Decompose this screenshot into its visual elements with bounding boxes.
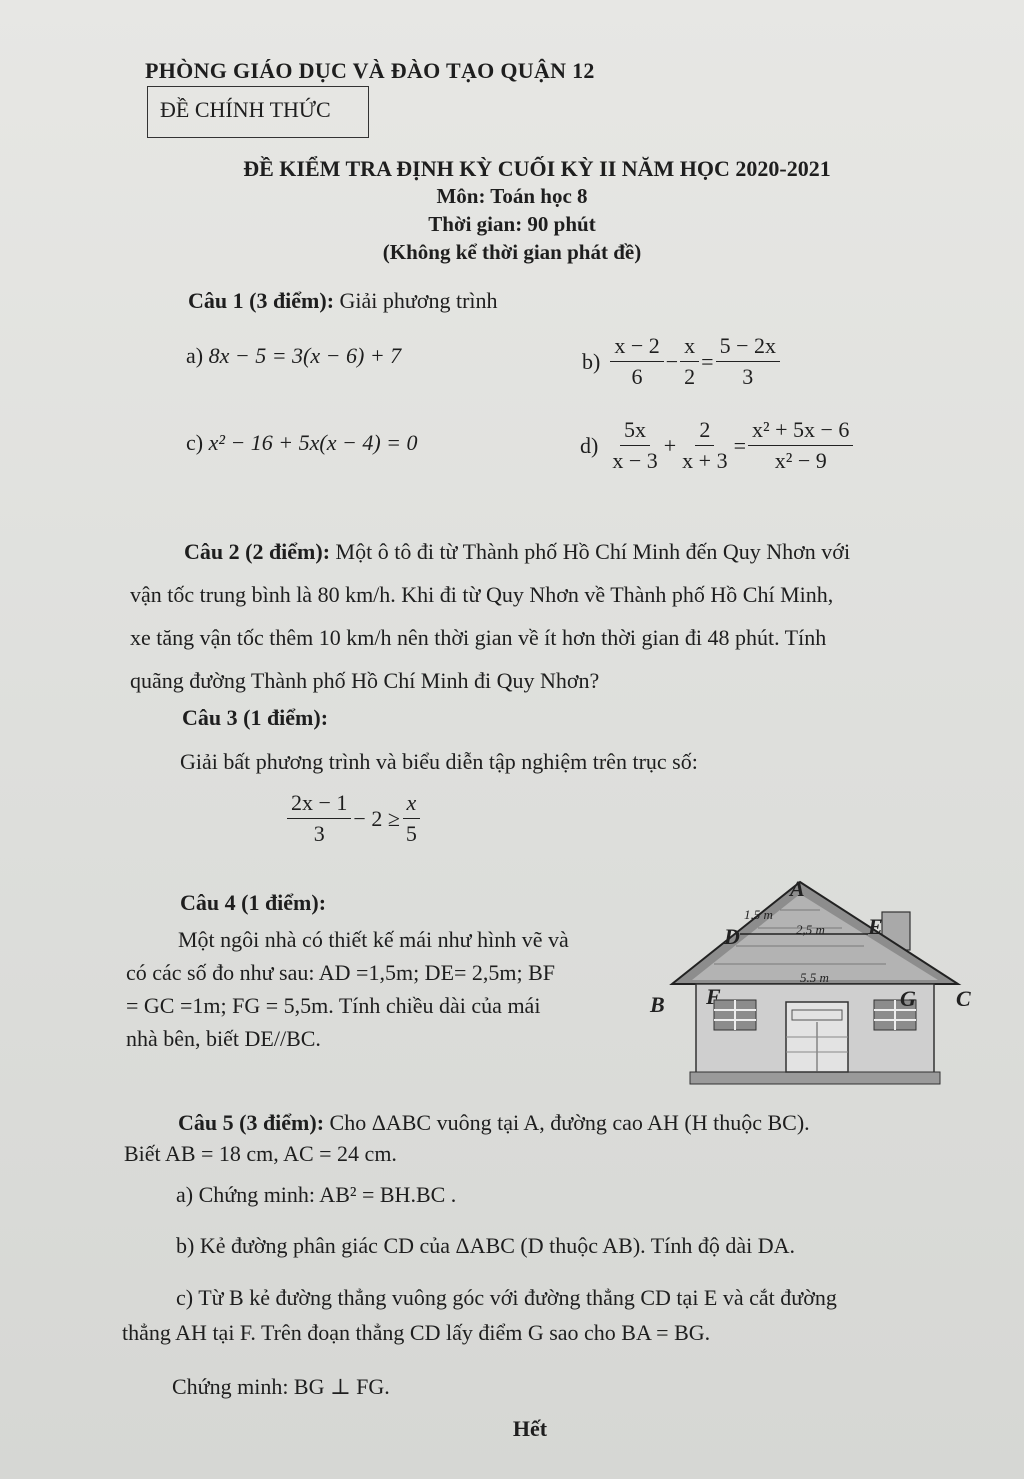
q4-line-3: = GC =1m; FG = 5,5m. Tính chiều dài của mái — [126, 993, 541, 1018]
q1-b-f1-num: x − 2 — [610, 333, 663, 362]
q1-b-fraction-3 — [716, 333, 780, 390]
q1-c-label: c) — [186, 430, 204, 455]
q5-line-1-text: Cho ΔABC vuông tại A, đường cao AH (H thuộc BC). — [329, 1110, 810, 1135]
q5-label: Câu 5 (3 điểm): — [178, 1110, 325, 1135]
q5-line-2: Biết AB = 18 cm, AC = 24 cm. — [124, 1141, 397, 1166]
point-b-label: B — [650, 992, 665, 1017]
q5-part-b: b) Kẻ đường phân giác CD của ΔABC (D thuộc AB). Tính độ dài DA. — [176, 1233, 795, 1258]
q1-label: Câu 1 (3 điểm): — [188, 288, 335, 313]
q1-heading — [188, 288, 498, 314]
q5-line-1 — [178, 1110, 810, 1136]
q1-c — [186, 430, 418, 456]
point-a-label: A — [790, 876, 805, 901]
q3-f1-den: 3 — [313, 821, 325, 846]
q1-d-op2: = — [733, 432, 747, 458]
time-line: Thời gian: 90 phút — [428, 212, 596, 236]
house-base — [690, 1072, 940, 1084]
ad-measure: 1,5 m — [744, 907, 773, 922]
q1-a-label: a) — [186, 343, 204, 368]
q1-d-f2-num: 2 — [695, 417, 714, 446]
q1-b-fraction-2 — [680, 333, 699, 390]
q3-inequality — [285, 790, 423, 847]
q5-part-c-line-1: c) Từ B kẻ đường thẳng vuông góc với đường thẳng CD tại E và cắt đường — [176, 1285, 837, 1310]
q1-d-label: d) — [580, 432, 599, 458]
q3-fraction-1 — [287, 790, 351, 847]
q4-line-4: nhà bên, biết DE//BC. — [126, 1026, 321, 1051]
point-g-label: G — [900, 986, 916, 1011]
point-c-label: C — [956, 986, 971, 1011]
point-f-label: F — [706, 984, 721, 1009]
q3-prompt: Giải bất phương trình và biểu diễn tập nghiệm trên trục số: — [180, 749, 698, 774]
q1-d-f1-den: x − 3 — [612, 448, 658, 473]
q1-b-f3-num: 5 − 2x — [716, 333, 780, 362]
q1-d-op1: + — [663, 432, 677, 458]
q1-b-f2-den: 2 — [684, 364, 696, 389]
q2-line-4: quãng đường Thành phố Hồ Chí Minh đi Quy Nhơn? — [130, 668, 600, 693]
point-d-label: D — [724, 924, 740, 949]
q4-line-1: Một ngôi nhà có thiết kế mái như hình vẽ và — [178, 927, 569, 952]
q1-d — [580, 417, 855, 474]
q2-line-1-text: Một ô tô đi từ Thành phố Hồ Chí Minh đến Quy Nhơn với — [335, 539, 851, 564]
q5-part-a: a) Chứng minh: AB² = BH.BC . — [176, 1182, 457, 1207]
q1-d-fraction-3 — [748, 417, 853, 474]
time-note: (Không kể thời gian phát đề) — [382, 240, 642, 264]
q1-a-equation: 8x − 5 = 3(x − 6) + 7 — [208, 343, 402, 368]
official-box: ĐỀ CHÍNH THỨC — [147, 86, 369, 138]
department-heading: PHÒNG GIÁO DỤC VÀ ĐÀO TẠO QUẬN 12 — [145, 58, 595, 83]
q1-b-f1-den: 6 — [631, 364, 643, 389]
q2-line-1 — [130, 530, 940, 573]
q1-b-f3-den: 3 — [742, 364, 754, 389]
q5-part-c-line-2: thẳng AH tại F. Trên đoạn thẳng CD lấy điểm G sao cho BA = BG. — [122, 1320, 711, 1345]
q1-b-f2-num: x — [680, 333, 699, 362]
exam-title: ĐỀ KIỂM TRA ĐỊNH KỲ CUỐI KỲ II NĂM HỌC 2020-2021 — [243, 156, 831, 181]
q2-block — [130, 530, 940, 702]
q4-text — [126, 923, 626, 1055]
q1-d-f3-num: x² + 5x − 6 — [748, 417, 853, 446]
q4-line-2: có các số đo như sau: AD =1,5m; DE= 2,5m; BF — [126, 960, 556, 985]
q5-part-c-line-3: Chứng minh: BG ⊥ FG. — [172, 1374, 390, 1399]
q2-label: Câu 2 (2 điểm): — [184, 539, 331, 564]
q1-b — [582, 333, 782, 390]
q1-b-op2: = — [701, 348, 714, 374]
point-e-label: E — [868, 914, 883, 939]
de-measure: 2,5 m — [796, 922, 825, 937]
subject-line: Môn: Toán học 8 — [436, 184, 588, 208]
house-figure — [640, 872, 990, 1097]
q3-label: Câu 3 (1 điểm): — [182, 705, 329, 730]
q1-b-op1: − — [665, 348, 679, 374]
q2-line-3: xe tăng vận tốc thêm 10 km/h nên thời gian về ít hơn thời gian đi 48 phút. Tính — [130, 625, 827, 650]
q1-d-f1-num: 5x — [620, 417, 650, 446]
q1-prompt: Giải phương trình — [339, 288, 498, 313]
fg-measure: 5.5 m — [800, 970, 829, 985]
q3-f2-num: x — [403, 790, 421, 819]
end-mark: Hết — [512, 1416, 548, 1441]
q1-c-equation: x² − 16 + 5x(x − 4) = 0 — [208, 430, 418, 455]
q1-d-f3-den: x² − 9 — [774, 448, 827, 473]
q1-b-fraction-1 — [610, 333, 663, 390]
q4-label: Câu 4 (1 điểm): — [180, 890, 327, 915]
q3-f2-den: 5 — [405, 821, 417, 846]
door — [786, 1002, 848, 1072]
q1-d-fraction-2 — [678, 417, 731, 474]
q3-fraction-2 — [402, 790, 421, 847]
q3-middle: − 2 ≥ — [353, 805, 400, 831]
q1-a — [186, 343, 401, 369]
q1-b-label: b) — [582, 348, 601, 374]
q1-d-fraction-1 — [608, 417, 661, 474]
q2-line-2: vận tốc trung bình là 80 km/h. Khi đi từ Quy Nhơn về Thành phố Hồ Chí Minh, — [130, 582, 834, 607]
q3-f1-num: 2x − 1 — [287, 790, 351, 819]
q1-d-f2-den: x + 3 — [682, 448, 728, 473]
